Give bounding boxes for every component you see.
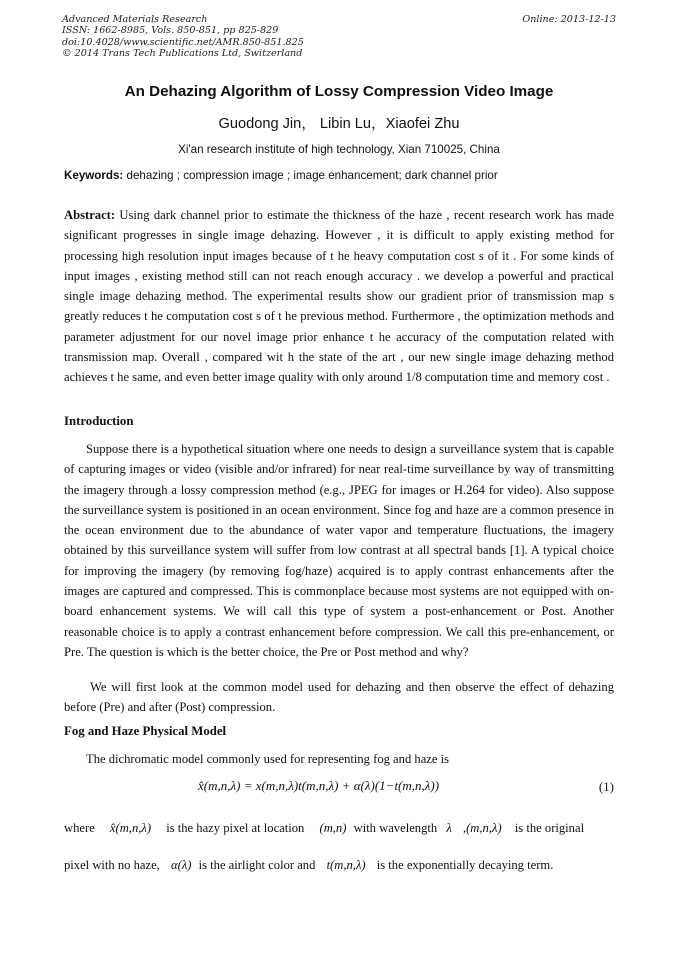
online-date: Online: 2013-12-13 xyxy=(522,14,616,25)
introduction-heading: Introduction xyxy=(64,414,134,428)
equation-formula: x̂(m,n,λ) = x(m,n,λ)t(m,n,λ) + α(λ)(1−t(m,n,λ)) xyxy=(198,778,440,793)
introduction-paragraph-1: Suppose there is a hypothetical situation where one needs to design a surveillance system that is capable of capturing images or video (visible and/or infrared) for near real-time surveillance by way of transmitting the imagery through a lossy compression method (e.g., JPEG for images or H.264 for video). Also suppose the surveillance system is positioned in an ocean environment. Since fog and haze are a common presence in the ocean environment due to the abundance of water vapor and temperature fluctuations, the imagery obtained by this surveillance system will suffer from low contrast at all spectral bands [1]. A typical choice for improving the imagery (by removing fog/haze) acquired is to apply contrast enhancements after the images are captured and compressed. This is commonplace because most systems are not equipped with on-board enhancement systems. We will call this type of system a post-enhancement or Post. Another reasonable choice is to apply a contrast enhancement before compression. We call this pre-enhancement, or Pre. The question is which is the better choice, the Pre or Post method and why? xyxy=(64,442,614,659)
pixel-line xyxy=(64,858,614,873)
symbol-airlight: α(λ) xyxy=(170,858,192,872)
where-word: where xyxy=(64,821,95,835)
doi-line: doi:10.4028/www.scientific.net/AMR.850-851.825 xyxy=(62,36,304,48)
keywords-line xyxy=(64,169,616,182)
where-text-2: with wavelength xyxy=(353,821,438,835)
abstract-paragraph xyxy=(64,205,614,388)
model-heading: Fog and Haze Physical Model xyxy=(64,724,227,738)
model-paragraph: The dichromatic model commonly used for representing fog and haze is xyxy=(86,752,450,766)
keywords-text: dehazing ; compression image ; image enhancement; dark channel prior xyxy=(123,169,498,182)
where-text-1: is the hazy pixel at location xyxy=(166,821,305,835)
pixel-text-1: pixel with no haze, xyxy=(64,858,160,872)
affiliation: Xi'an research institute of high technology, Xian 710025, China xyxy=(178,143,500,156)
author-list: Guodong Jin， Libin Lu，Xiaofei Zhu xyxy=(218,116,460,132)
paper-title: An Dehazing Algorithm of Lossy Compression Video Image xyxy=(124,83,554,100)
journal-header xyxy=(62,14,616,60)
symbol-hazy-pixel: x̂(m,n,λ) xyxy=(109,821,152,835)
abstract-label: Abstract: xyxy=(64,208,116,222)
pixel-text-3: is the exponentially decaying term. xyxy=(376,858,554,872)
abstract-text: Using dark channel prior to estimate the thickness of the haze , recent research work has made significant progresses in single image dehazing. However , it is difficult to apply existing method for processing high resolution input images because of t he heavy computation cost s of it . For some kinds of input images , existing method still can not reach enough accuracy . we develop a powerful and practical single image dehazing method. The experimental results show our gradient prior of transmission map s greatly reduces t he computation cost s of t he previous method. Furthermore , the optimization methods and parameter adjustment for our novel image prior enhance t he accuracy of the computation related with transmission map. Overall , compared wit h the state of the art , our new single image dehazing method achieves t he same, and even better image quality with only around 1/8 computation time and memory cost . xyxy=(64,208,614,385)
pixel-text-2: is the airlight color and xyxy=(198,858,316,872)
symbol-lambda: λ xyxy=(446,821,452,835)
where-text-3: is the original xyxy=(514,821,585,835)
symbol-original-pixel: ,(m,n,λ) xyxy=(462,821,502,835)
issn-line: ISSN: 1662-8985, Vols. 850-851, pp 825-829 xyxy=(62,25,279,37)
keywords-label: Keywords: xyxy=(64,169,124,182)
where-line xyxy=(64,821,614,836)
introduction-paragraph-2: We will first look at the common model used for dehazing and then observe the effect of dehazing before (Pre) and after (Post) compression. xyxy=(64,680,614,715)
equation-number: (1) xyxy=(598,779,614,794)
copyright-line: © 2014 Trans Tech Publications Ltd, Switzerland xyxy=(62,48,303,60)
symbol-decay: t(m,n,λ) xyxy=(326,858,366,872)
journal-name: Advanced Materials Research xyxy=(62,14,208,25)
equation-1 xyxy=(64,778,614,800)
symbol-location: (m,n) xyxy=(319,821,347,835)
